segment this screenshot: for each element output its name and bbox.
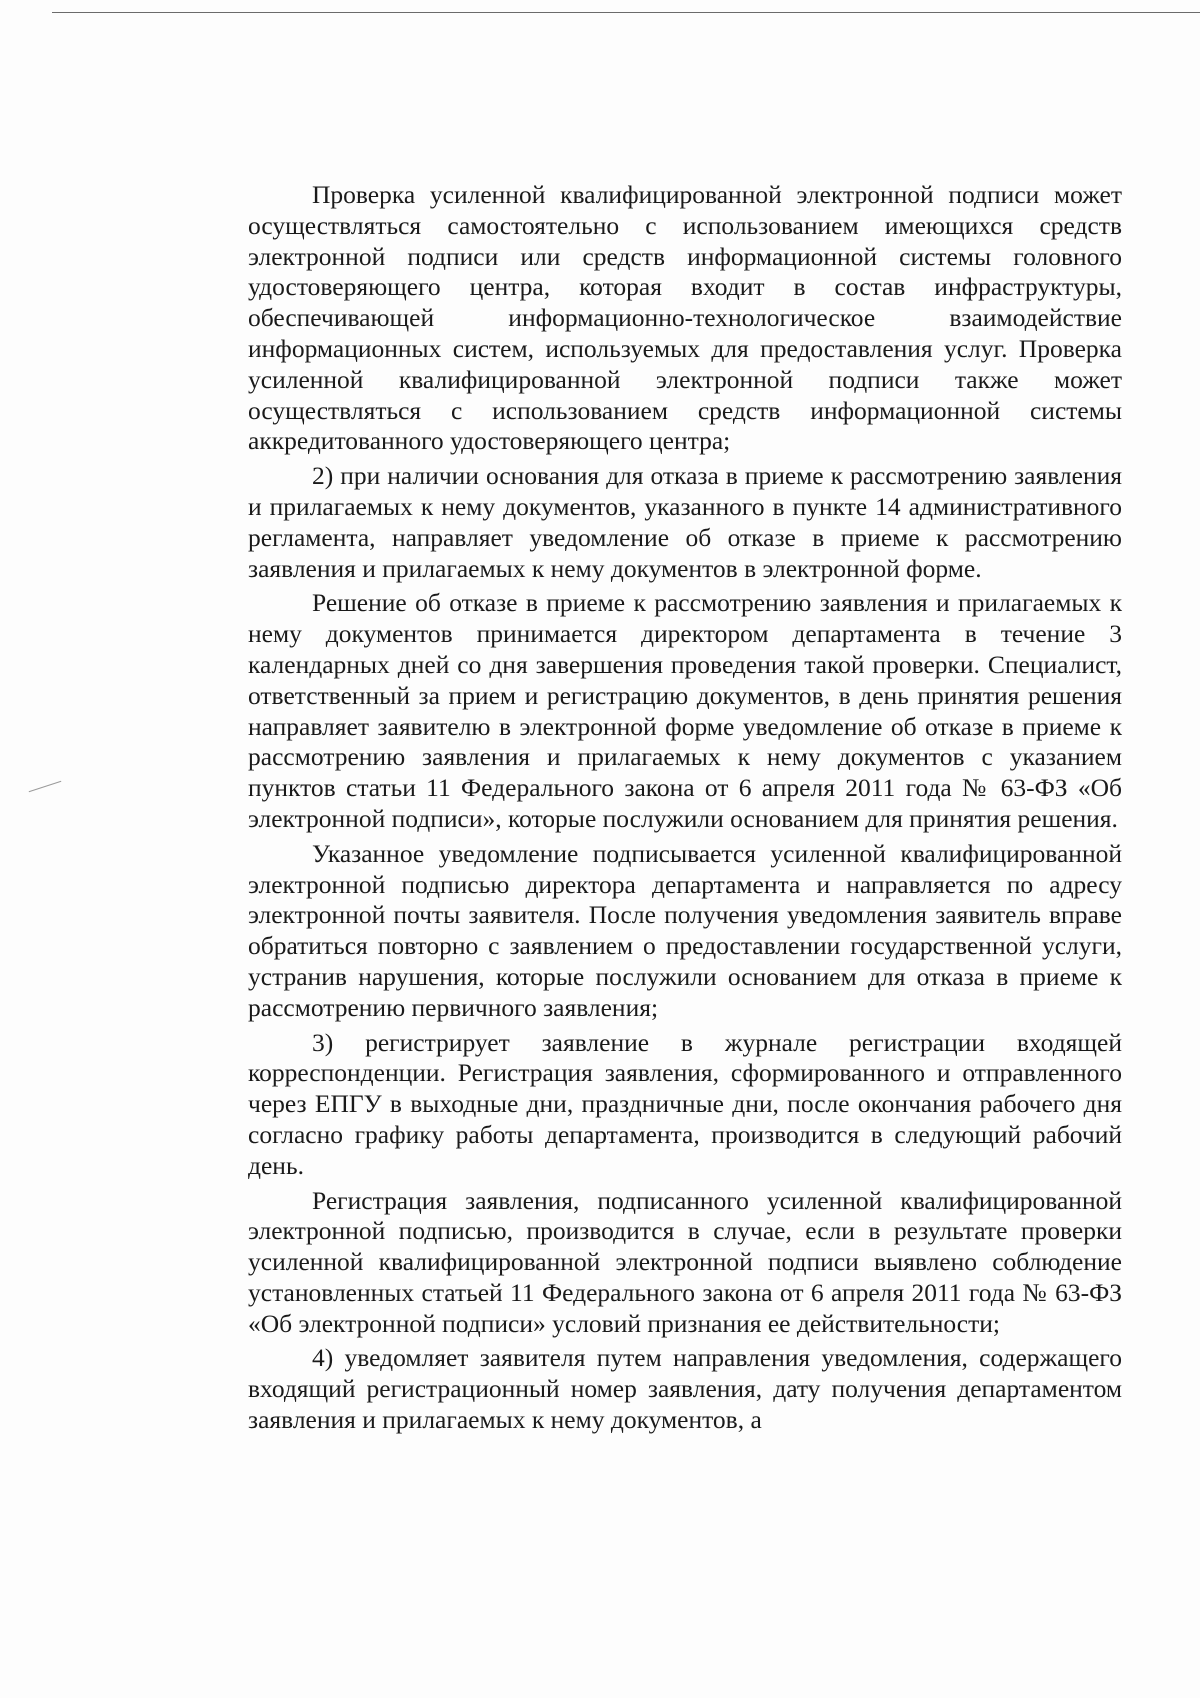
paragraph-item-2-refusal: 2) при наличии основания для отказа в приеме к рассмотрению заявления и прилагаемых к нему документов, указанного в пункте 14 административного регламента, направляет уведомление об отказе в приеме к рассмотрению заявления и прилагаемых к нему документов в электронной форме. bbox=[248, 461, 1122, 583]
paragraph-signature-verification: Проверка усиленной квалифицированной электронной подписи может осуществляться самостоятельно с использованием имеющихся средств электронной подписи или средств информационной системы головного удостоверяющего центра, которая входит в состав инфраструктуры, обеспечивающей информационно-технологическое взаимодействие информационных систем, используемых для предоставления услуг. Проверка усиленной квалифицированной электронной подписи также может осуществляться с использованием средств информационной системы аккредитованного удостоверяющего центра; bbox=[248, 180, 1122, 456]
paragraph-registration-conditions: Регистрация заявления, подписанного усиленной квалифицированной электронной подписью, производится в случае, если в результате проверки усиленной квалифицированной электронной подписи выявлено соблюдение установленных статьей 11 Федерального закона от 6 апреля 2011 года № 63-ФЗ «Об электронной подписи» условий признания ее действительности; bbox=[248, 1185, 1122, 1338]
paragraph-item-3-registration: 3) регистрирует заявление в журнале регистрации входящей корреспонденции. Регистрация заявления, сформированного и отправленного через ЕПГУ в выходные дни, праздничные дни, после окончания рабочего дня согласно графику работы департамента, производится в следующий рабочий день. bbox=[248, 1027, 1122, 1180]
paragraph-item-4-notify: 4) уведомляет заявителя путем направления уведомления, содержащего входящий регистрационный номер заявления, дату получения департаментом заявления и прилагаемых к нему документов, а bbox=[248, 1343, 1122, 1435]
paragraph-refusal-decision: Решение об отказе в приеме к рассмотрению заявления и прилагаемых к нему документов принимается директором департамента в течение 3 календарных дней со дня завершения проведения такой проверки. Специалист, ответственный за прием и регистрацию документов, в день принятия решения направляет заявителю в электронной форме уведомление об отказе в приеме к рассмотрению заявления и прилагаемых к нему документов с указанием пунктов статьи 11 Федерального закона от 6 апреля 2011 года № 63-ФЗ «Об электронной подписи», которые послужили основанием для принятия решения. bbox=[248, 588, 1122, 833]
margin-scan-mark bbox=[29, 781, 62, 792]
document-body bbox=[248, 180, 1122, 1440]
page-top-edge-line bbox=[52, 12, 1200, 13]
paragraph-notification-signing: Указанное уведомление подписывается усиленной квалифицированной электронной подписью директора департамента и направляется по адресу электронной почты заявителя. После получения уведомления заявитель вправе обратиться повторно с заявлением о предоставлении государственной услуги, устранив нарушения, которые послужили основанием для отказа в приеме к рассмотрению первичного заявления; bbox=[248, 838, 1122, 1022]
